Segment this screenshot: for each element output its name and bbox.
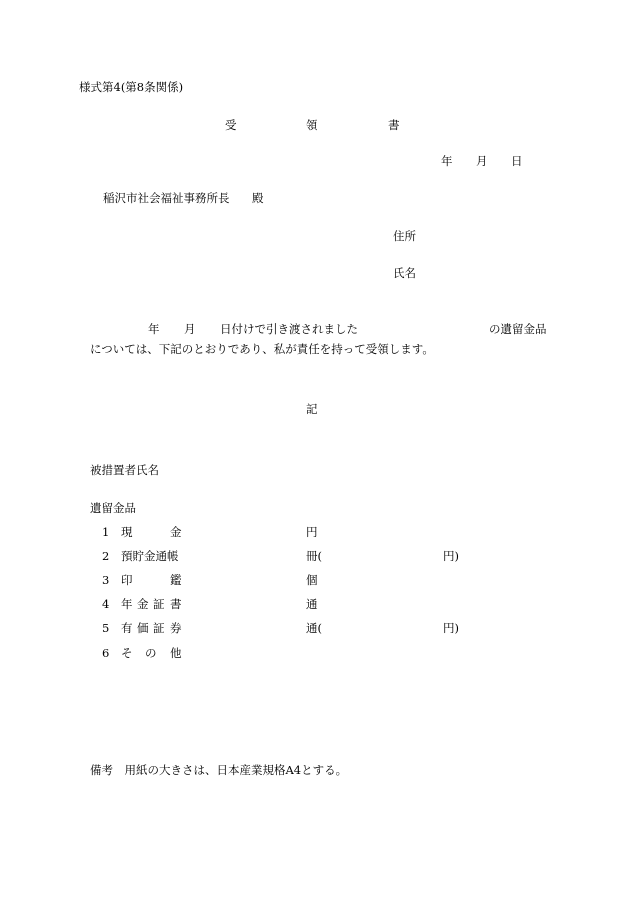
item-name-char: 他 bbox=[170, 646, 182, 660]
item-name-char: 金 bbox=[137, 597, 149, 611]
ki-heading: 記 bbox=[306, 402, 318, 416]
address-label: 住所 bbox=[393, 229, 416, 243]
item-unit: 冊( bbox=[306, 549, 322, 563]
item-name-char: 価 bbox=[137, 621, 149, 635]
item-number: 3 bbox=[102, 573, 110, 587]
item-number: 1 bbox=[102, 525, 110, 539]
item-number: 2 bbox=[102, 549, 110, 563]
item-name-char: 書 bbox=[170, 597, 182, 611]
item-unit: 通 bbox=[306, 597, 318, 611]
item-name-char: 鑑 bbox=[170, 573, 182, 587]
date-day: 日 bbox=[511, 154, 523, 168]
title-char-3: 書 bbox=[388, 118, 400, 132]
body-line1-end: の遺留金品 bbox=[489, 322, 547, 336]
date-month: 月 bbox=[476, 154, 488, 168]
item-amount-close: 円) bbox=[443, 621, 459, 635]
item-name-char: 金 bbox=[170, 525, 182, 539]
name-label: 氏名 bbox=[393, 266, 416, 280]
items-heading: 遺留金品 bbox=[90, 501, 136, 515]
item-number: 5 bbox=[102, 621, 110, 635]
item-name-char: 証 bbox=[153, 621, 165, 635]
date-year: 年 bbox=[441, 154, 453, 168]
title-char-2: 領 bbox=[306, 118, 318, 132]
body-month: 月 bbox=[184, 322, 196, 336]
body-line2: については、下記のとおりであり、私が責任を持って受領します。 bbox=[90, 342, 434, 356]
item-name-char: そ bbox=[121, 646, 133, 660]
remarks: 備考 用紙の大きさは、日本産業規格A4とする。 bbox=[90, 763, 348, 777]
item-name-char: 現 bbox=[121, 525, 133, 539]
item-name-char: 証 bbox=[153, 597, 165, 611]
item-number: 6 bbox=[102, 646, 110, 660]
form-number: 様式第4(第8条関係) bbox=[79, 80, 184, 94]
item-name-char: の bbox=[145, 646, 157, 660]
body-year: 年 bbox=[148, 322, 160, 336]
item-name-char: 年 bbox=[121, 597, 133, 611]
item-name-char: 券 bbox=[170, 621, 182, 635]
body-line1-mid: 日付けで引き渡されました bbox=[220, 322, 358, 336]
item-unit: 円 bbox=[306, 525, 318, 539]
title-char-1: 受 bbox=[225, 118, 237, 132]
item-unit: 通( bbox=[306, 621, 322, 635]
item-name-char: 有 bbox=[121, 621, 133, 635]
person-label: 被措置者氏名 bbox=[90, 463, 159, 477]
item-name-char: 印 bbox=[121, 573, 133, 587]
addressee: 稲沢市社会福祉事務所長 bbox=[103, 191, 230, 205]
honorific: 殿 bbox=[252, 191, 264, 205]
item-amount-close: 円) bbox=[443, 549, 459, 563]
item-number: 4 bbox=[102, 597, 110, 611]
item-name: 預貯金通帳 bbox=[121, 549, 179, 563]
item-unit: 個 bbox=[306, 573, 318, 587]
